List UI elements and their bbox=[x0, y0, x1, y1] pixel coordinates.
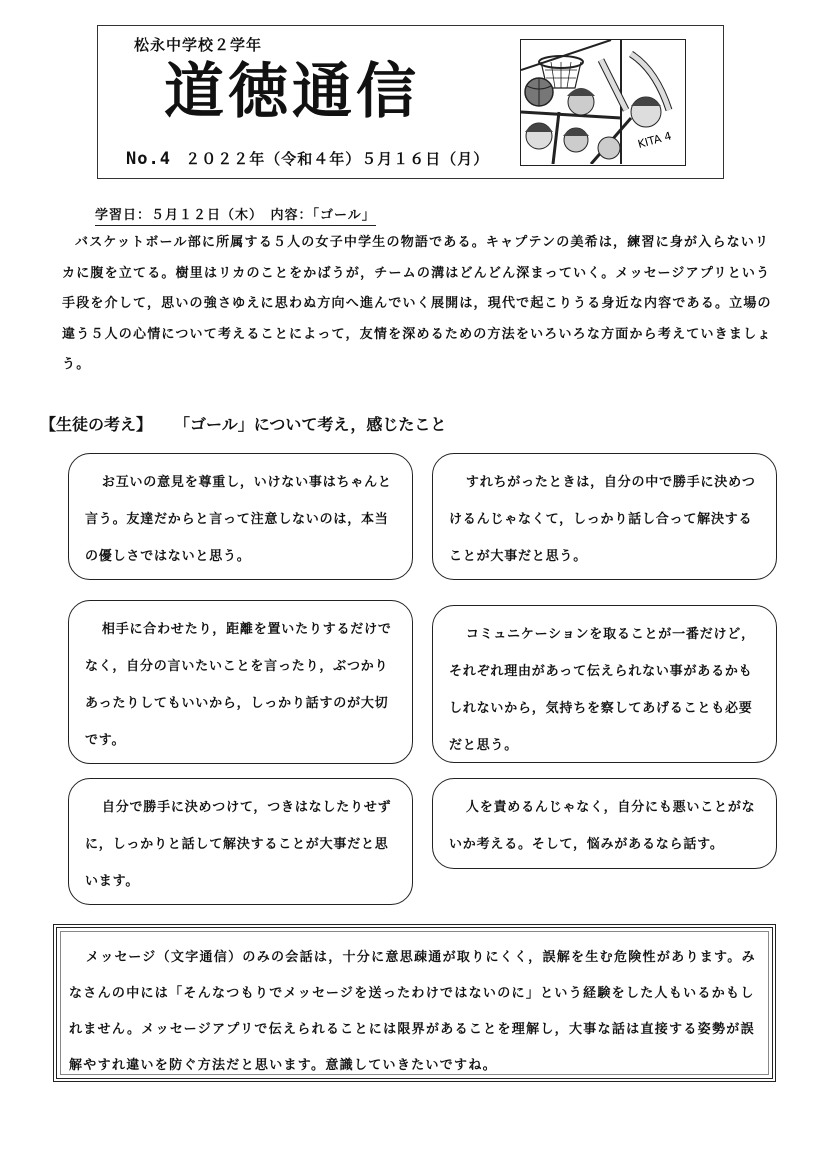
opinion-text: 自分で勝手に決めつけて，つきはなしたりせずに，しっかりと話して解決することが大事だと思います。 bbox=[85, 800, 392, 889]
lesson-introduction bbox=[62, 228, 782, 381]
section-heading bbox=[40, 412, 446, 435]
issue-number: No.4 bbox=[126, 149, 171, 169]
intro-paragraph: バスケットボール部に所属する５人の女子中学生の物語である。キャプテンの美希は，練習に身が入らないリカに腹を立てる。樹里はリカのことをかばうが，チームの溝はどんどん深まっていく。メッセージアプリという手段を介して，思いの強さゆえに思わぬ方向へ進んでいく展開は，現代で起こりうる身近な内容である。立場の違う５人の心情について考えることによって，友情を深めるための方法をいろいろな方面から考えていきましょう。 bbox=[62, 235, 772, 372]
section-subtitle: 「ゴール」について考え，感じたこと bbox=[182, 415, 447, 434]
opinion-text: すれちがったときは，自分の中で勝手に決めつけるんじゃなくて，しっかり話し合って解決することが大事だと思う。 bbox=[449, 475, 756, 564]
student-opinion-card bbox=[432, 605, 777, 763]
student-opinion-card bbox=[68, 778, 413, 905]
newsletter-title: 道徳通信 bbox=[164, 57, 420, 127]
summary-text: メッセージ（文字通信）のみの会話は，十分に意思疎通が取りにくく，誤解を生む危険性があります。みなさんの中には「そんなつもりでメッセージを送ったわけではないのに」という経験をした人もいるかもしれません。メッセージアプリで伝えられることには限界があることを理解し，大事な話は直接する姿勢が誤解やすれ違いを防ぐ方法だと思います。意識していきたいですね。 bbox=[69, 950, 756, 1073]
study-date-and-topic: 学習日：５月１２日（木） 内容：「ゴール」 bbox=[95, 204, 376, 226]
student-opinion-card bbox=[68, 453, 413, 580]
opinion-text: コミュニケーションを取ることが一番だけど，それぞれ理由があって伝えられない事があるかもしれないから，気持ちを察してあげることも必要だと思う。 bbox=[449, 627, 755, 753]
student-opinion-card bbox=[432, 778, 777, 869]
issue-date: ２０２２年（令和４年）５月１６日（月） bbox=[185, 150, 490, 168]
teacher-summary-box bbox=[53, 924, 776, 1082]
issue-line bbox=[126, 148, 489, 169]
school-name: 松永中学校２学年 bbox=[134, 36, 263, 54]
opinion-text: お互いの意見を尊重し，いけない事はちゃんと言う。友達だからと言って注意しないのは，本当の優しさではないと思う。 bbox=[85, 475, 392, 564]
illustration-caption: KITA 4 bbox=[636, 129, 673, 151]
student-opinion-card bbox=[68, 600, 413, 764]
section-label: 【生徒の考え】 bbox=[40, 415, 153, 434]
opinion-text: 人を責めるんじゃなく，自分にも悪いことがないか考える。そして，悩みがあるなら話す。 bbox=[449, 800, 756, 852]
opinion-text: 相手に合わせたり，距離を置いたりするだけでなく，自分の言いたいことを言ったり，ぶつかりあったりしてもいいから，しっかり話すのが大切です。 bbox=[85, 622, 392, 748]
basketball-illustration bbox=[520, 39, 686, 166]
student-opinion-card bbox=[432, 453, 777, 580]
manga-panels-icon bbox=[521, 40, 684, 164]
